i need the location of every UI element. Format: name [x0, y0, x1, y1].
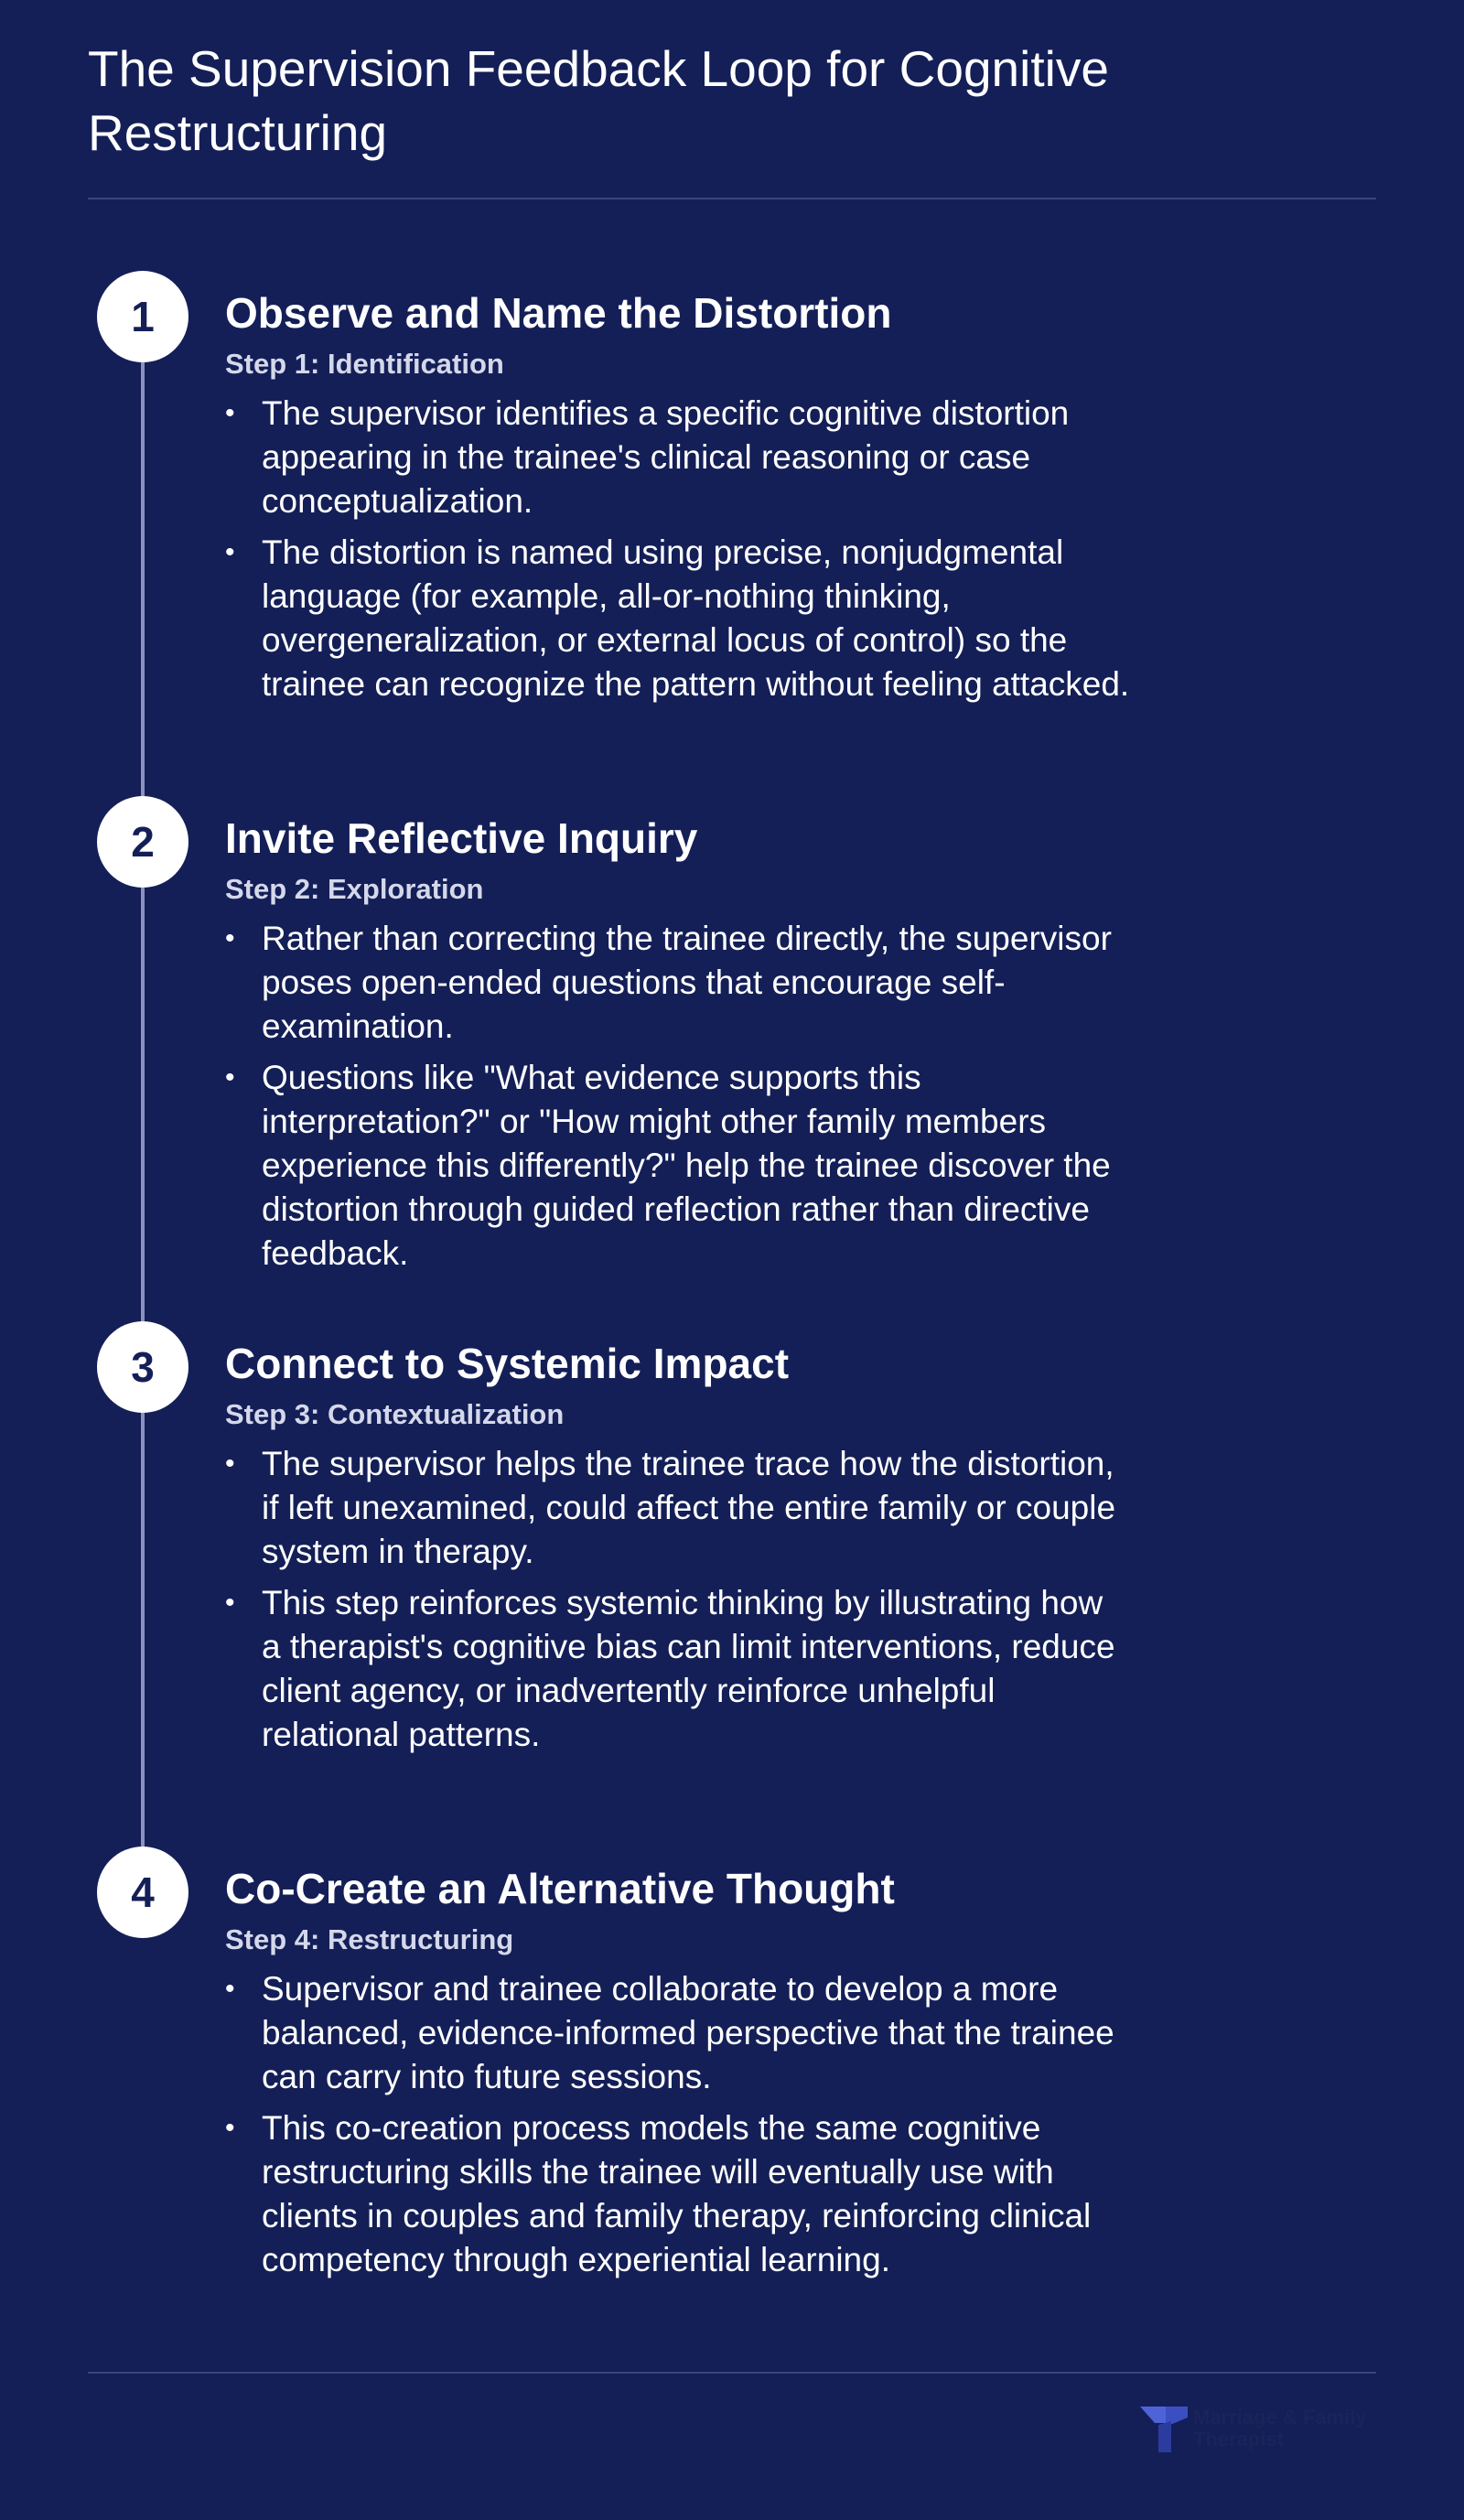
header-divider: [88, 198, 1376, 199]
step-number-badge: 3: [97, 1321, 188, 1413]
step-bullet: • The supervisor identifies a specific cognitive distortion appearing in the trainee's clinical reasoning or case conceptualization.: [225, 392, 1131, 523]
brand-logo-text: [1193, 2407, 1367, 2450]
step-bullet: • The supervisor helps the trainee trace how the distortion, if left unexamined, could affect the entire family or couple system in therapy.: [225, 1442, 1131, 1574]
brand-logo: [1138, 2403, 1367, 2454]
step-bullet-list: [225, 1442, 1131, 1764]
step-number-badge: 4: [97, 1847, 188, 1938]
step-number-badge: 2: [97, 796, 188, 888]
step-bullet: • Questions like "What evidence supports this interpretation?" or "How might other family members experience this differently?" help the trainee discover the distortion through guided reflection rather than directive feedback.: [225, 1056, 1131, 1276]
step-bullet-list: [225, 1967, 1131, 2289]
step-number-badge: 1: [97, 271, 188, 362]
step-bullet: • This co-creation process models the same cognitive restructuring skills the trainee will eventually use with clients in couples and family therapy, reinforcing clinical competency through experiential learning.: [225, 2106, 1131, 2282]
step-subtitle: Step 4: Restructuring: [225, 1923, 514, 1955]
step-bullet: • Rather than correcting the trainee directly, the supervisor poses open-ended questions that encourage self-examination.: [225, 917, 1131, 1049]
step-bullet: • This step reinforces systemic thinking by illustrating how a therapist's cognitive bias can limit interventions, reduce client agency, or inadvertently reinforce unhelpful relational patterns.: [225, 1581, 1131, 1757]
step-subtitle: Step 1: Identification: [225, 348, 504, 380]
footer-divider: [88, 2372, 1376, 2374]
step-title: Connect to Systemic Impact: [225, 1340, 790, 1387]
step-title: Invite Reflective Inquiry: [225, 814, 698, 862]
brand-logo-icon: [1138, 2403, 1190, 2454]
brand-logo-line-1: Marriage & Family: [1193, 2406, 1367, 2428]
step-connector-3-4: [141, 1413, 145, 1852]
step-bullet-list: [225, 917, 1131, 1283]
step-subtitle: Step 3: Contextualization: [225, 1398, 565, 1430]
brand-logo-line-2: Therapist: [1193, 2428, 1285, 2450]
step-bullet: • The distortion is named using precise, nonjudgmental language (for example, all-or-nothing thinking, overgeneralization, or external locus of control) so the trainee can recognize the pattern without feeling attacked.: [225, 531, 1131, 706]
step-subtitle: Step 2: Exploration: [225, 873, 484, 905]
step-connector-2-3: [141, 888, 145, 1327]
step-bullet: • Supervisor and trainee collaborate to develop a more balanced, evidence-informed perspective that the trainee can carry into future sessions.: [225, 1967, 1131, 2099]
step-connector-1-2: [141, 362, 145, 802]
step-title: Co-Create an Alternative Thought: [225, 1865, 895, 1912]
step-title: Observe and Name the Distortion: [225, 289, 892, 337]
step-bullet-list: [225, 392, 1131, 714]
page-title: The Supervision Feedback Loop for Cognitive Restructuring: [88, 40, 1109, 161]
